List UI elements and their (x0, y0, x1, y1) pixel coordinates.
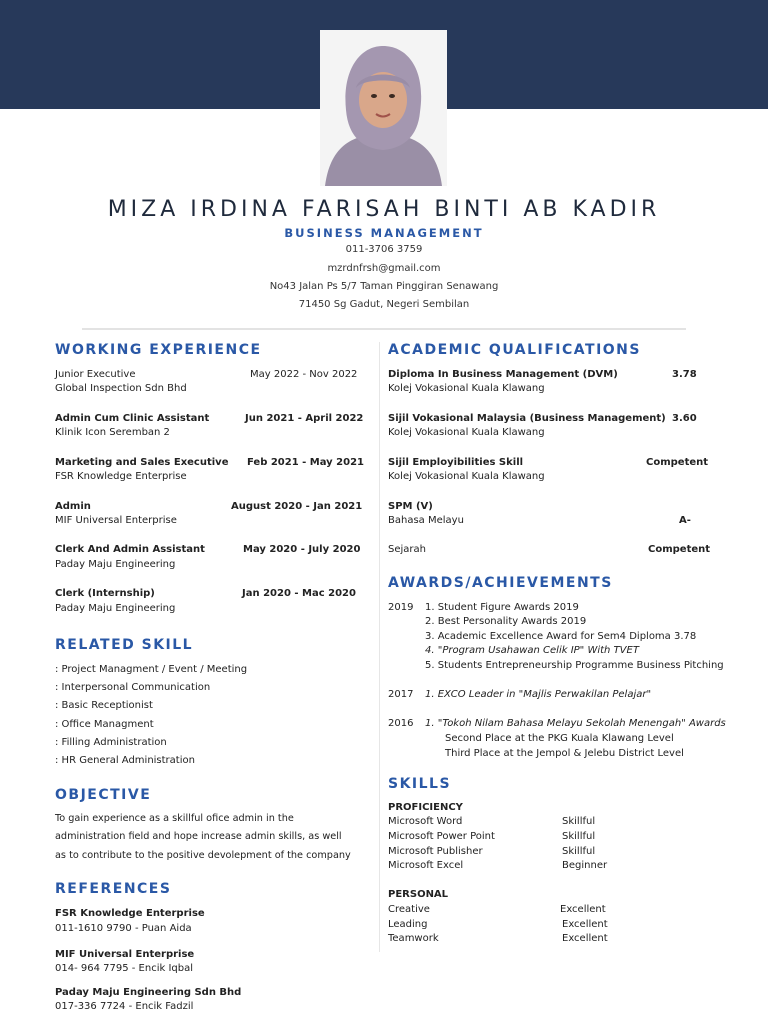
proficiency-label: PROFICIENCY (388, 802, 463, 813)
related-skill-item: : HR General Administration (55, 755, 195, 766)
divider (82, 328, 686, 330)
exp-dates: May 2022 - Nov 2022 (250, 369, 358, 380)
job-title: BUSINESS MANAGEMENT (284, 226, 484, 240)
proficiency-name: Microsoft Publisher (388, 846, 483, 857)
section-title-skills: SKILLS (388, 776, 452, 792)
exp-position: Admin (55, 501, 91, 512)
profile-photo (320, 30, 447, 186)
personal-level: Excellent (562, 919, 608, 930)
exp-position: Admin Cum Clinic Assistant (55, 413, 210, 424)
academic-qualification: Sijil Employibilities Skill (388, 457, 524, 468)
proficiency-level: Skillful (562, 831, 596, 842)
award-item: 4. "Program Usahawan Celik IP" With TVET (425, 645, 639, 656)
spm-grade: Competent (648, 544, 711, 555)
email-address: mzrdnfrsh@gmail.com (327, 263, 441, 274)
personal-level: Excellent (560, 904, 606, 915)
section-title-experience: WORKING EXPERIENCE (55, 342, 262, 358)
related-skill-item: : Project Managment / Event / Meeting (55, 664, 248, 675)
academic-school: Kolej Vokasional Kuala Klawang (388, 383, 545, 394)
section-title-objective: OBJECTIVE (55, 787, 152, 803)
award-subitem: Third Place at the Jempol & Jelebu District Level (445, 748, 684, 759)
exp-dates: Jan 2020 - Mac 2020 (242, 588, 356, 599)
award-year: 2019 (388, 602, 414, 613)
reference-contact: 011-1610 9790 - Puan Aida (55, 923, 192, 934)
objective-line: administration field and hope increase admin skills, as well (55, 831, 342, 842)
proficiency-level: Beginner (562, 860, 608, 871)
section-title-academic: ACADEMIC QUALIFICATIONS (388, 342, 641, 358)
personal-label: PERSONAL (388, 889, 449, 900)
exp-position: Junior Executive (55, 369, 136, 380)
section-title-awards: AWARDS/ACHIEVEMENTS (388, 575, 613, 591)
personal-name: Teamwork (388, 933, 439, 944)
proficiency-name: Microsoft Excel (388, 860, 464, 871)
exp-dates: August 2020 - Jan 2021 (231, 501, 363, 512)
proficiency-level: Skillful (562, 846, 596, 857)
exp-dates: May 2020 - July 2020 (243, 544, 361, 555)
exp-company: Paday Maju Engineering (55, 603, 176, 614)
personal-level: Excellent (562, 933, 608, 944)
award-item: 1. "Tokoh Nilam Bahasa Melayu Sekolah Menengah" Awards (425, 718, 726, 729)
exp-company: Paday Maju Engineering (55, 559, 176, 570)
academic-qualification: Diploma In Business Management (DVM) (388, 369, 618, 380)
spm-subject: Bahasa Melayu (388, 515, 464, 526)
spm-label: SPM (V) (388, 501, 433, 512)
personal-name: Creative (388, 904, 430, 915)
academic-result: Competent (646, 457, 709, 468)
full-name: MIZA IRDINA FARISAH BINTI AB KADIR (107, 197, 661, 222)
exp-position: Clerk (Internship) (55, 588, 155, 599)
section-title-references: REFERENCES (55, 881, 172, 897)
objective-line: as to contribute to the positive devolepment of the company (55, 850, 351, 861)
award-item: 5. Students Entrepreneurship Programme Business Pitching (425, 660, 724, 671)
exp-company: MIF Universal Enterprise (55, 515, 177, 526)
reference-contact: 017-336 7724 - Encik Fadzil (55, 1001, 194, 1012)
award-year: 2017 (388, 689, 414, 700)
proficiency-level: Skillful (562, 816, 596, 827)
award-item: 1. EXCO Leader in "Majlis Perwakilan Pelajar" (425, 689, 652, 700)
reference-org: MIF Universal Enterprise (55, 949, 195, 960)
academic-school: Kolej Vokasional Kuala Klawang (388, 427, 545, 438)
related-skill-item: : Office Managment (55, 719, 154, 730)
reference-org: Paday Maju Engineering Sdn Bhd (55, 987, 242, 998)
address-line-2: 71450 Sg Gadut, Negeri Sembilan (298, 299, 470, 310)
related-skill-item: : Basic Receptionist (55, 700, 153, 711)
proficiency-name: Microsoft Word (388, 816, 463, 827)
spm-subject: Sejarah (388, 544, 426, 555)
related-skill-item: : Interpersonal Communication (55, 682, 211, 693)
award-item: 2. Best Personality Awards 2019 (425, 616, 587, 627)
proficiency-name: Microsoft Power Point (388, 831, 495, 842)
exp-position: Clerk And Admin Assistant (55, 544, 205, 555)
related-skill-item: : Filling Administration (55, 737, 167, 748)
exp-company: FSR Knowledge Enterprise (55, 471, 187, 482)
award-item: 1. Student Figure Awards 2019 (425, 602, 579, 613)
personal-name: Leading (388, 919, 428, 930)
objective-line: To gain experience as a skillful ofice admin in the (55, 813, 294, 824)
exp-position: Marketing and Sales Executive (55, 457, 229, 468)
award-item: 3. Academic Excellence Award for Sem4 Diploma 3.78 (425, 631, 697, 642)
address-line-1: No43 Jalan Ps 5/7 Taman Pinggiran Senawang (269, 281, 499, 292)
academic-result: 3.60 (672, 413, 697, 424)
academic-result: 3.78 (672, 369, 697, 380)
section-title-related-skill: RELATED SKILL (55, 637, 194, 653)
award-year: 2016 (388, 718, 414, 729)
column-divider (379, 342, 380, 952)
academic-qualification: Sijil Vokasional Malaysia (Business Management) (388, 413, 666, 424)
award-subitem: Second Place at the PKG Kuala Klawang Level (445, 733, 674, 744)
exp-company: Klinik Icon Seremban 2 (55, 427, 170, 438)
exp-company: Global Inspection Sdn Bhd (55, 383, 187, 394)
exp-dates: Jun 2021 - April 2022 (245, 413, 364, 424)
reference-contact: 014- 964 7795 - Encik Iqbal (55, 963, 194, 974)
exp-dates: Feb 2021 - May 2021 (247, 457, 365, 468)
spm-grade: A- (679, 515, 691, 526)
reference-org: FSR Knowledge Enterprise (55, 908, 205, 919)
phone-number: 011-3706 3759 (345, 244, 423, 255)
academic-school: Kolej Vokasional Kuala Klawang (388, 471, 545, 482)
